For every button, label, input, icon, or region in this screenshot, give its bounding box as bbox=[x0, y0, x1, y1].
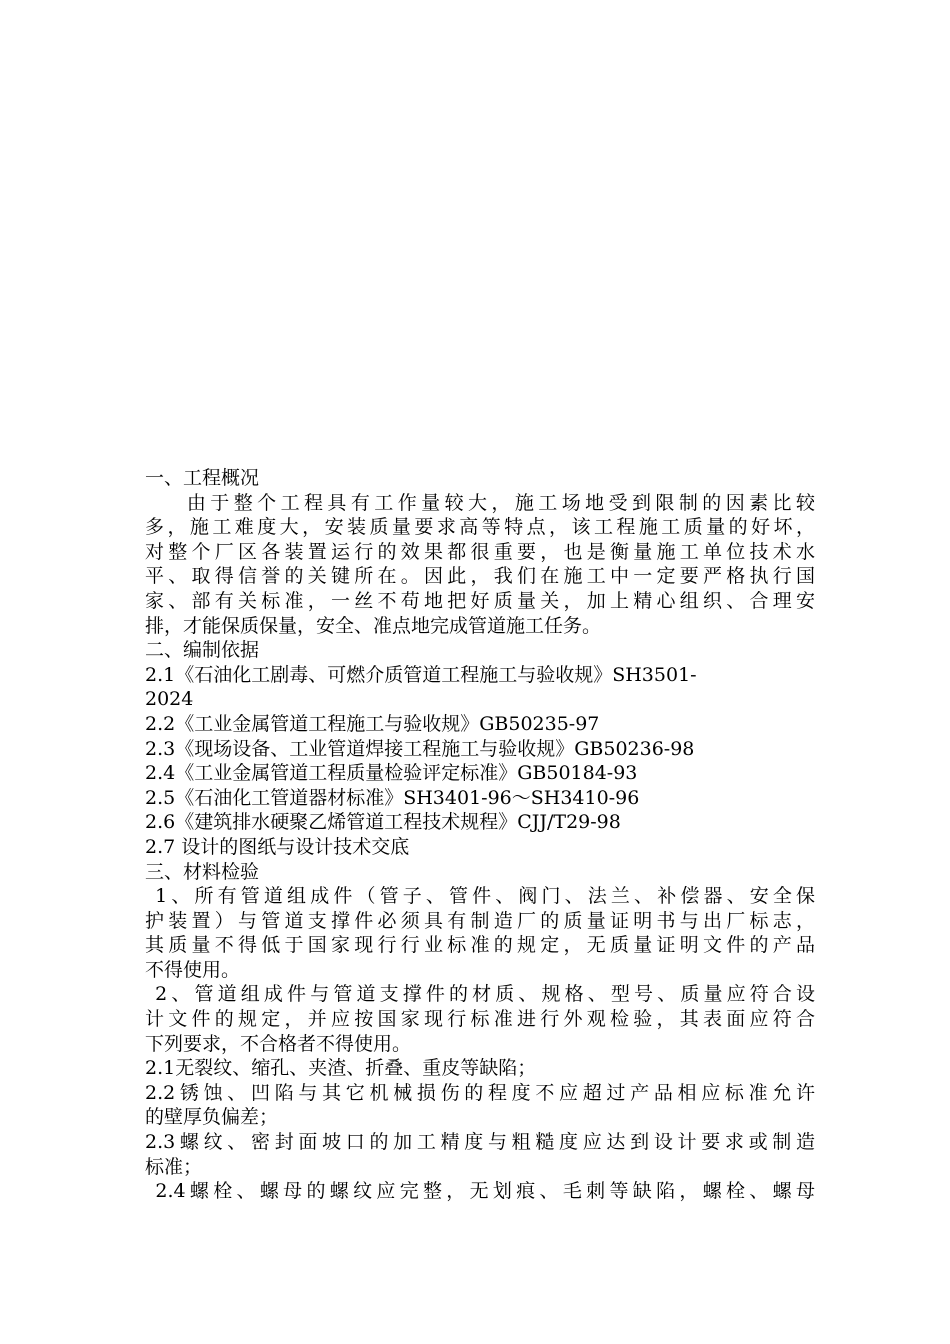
section-heading-basis: 二、编制依据 bbox=[145, 639, 260, 662]
paragraph-line: 护装置）与管道支撑件必须具有制造厂的质量证明书与出厂标志， bbox=[145, 909, 815, 932]
section-heading-materials: 三、材料检验 bbox=[145, 860, 260, 883]
paragraph-line: 2.2锈蚀、凹陷与其它机械损伤的程度不应超过产品相应标准允许 bbox=[145, 1081, 815, 1104]
paragraph-line: 平、取得信誉的关键所在。因此，我们在施工中一定要严格执行国 bbox=[145, 565, 815, 588]
paragraph-line: 2.4螺栓、螺母的螺纹应完整，无划痕、毛刺等缺陷，螺栓、螺母 bbox=[145, 1180, 815, 1203]
paragraph-line: 2.1无裂纹、缩孔、夹渣、折叠、重皮等缺陷； bbox=[145, 1057, 537, 1080]
reference-line: 2024 bbox=[145, 688, 194, 711]
paragraph-line: 2、管道组成件与管道支撑件的材质、规格、型号、质量应符合设 bbox=[145, 983, 815, 1006]
reference-line: 2.1《石油化工剧毒、可燃介质管道工程施工与验收规》SH3501- bbox=[145, 663, 697, 686]
paragraph-line: 对整个厂区各装置运行的效果都很重要，也是衡量施工单位技术水 bbox=[145, 540, 815, 563]
paragraph-line: 由于整个工程具有工作量较大，施工场地受到限制的因素比较 bbox=[145, 491, 815, 514]
paragraph-line: 下列要求，不合格者不得使用。 bbox=[145, 1032, 412, 1055]
paragraph-line: 家、部有关标准，一丝不苟地把好质量关，加上精心组织、合理安 bbox=[145, 589, 815, 612]
paragraph-line: 排，才能保质保量，安全、准点地完成管道施工任务。 bbox=[145, 614, 602, 637]
reference-line: 2.6《建筑排水硬聚乙烯管道工程技术规程》CJJ/T29-98 bbox=[145, 811, 621, 834]
paragraph-line: 1、所有管道组成件（管子、管件、阀门、法兰、补偿器、安全保 bbox=[145, 885, 815, 908]
paragraph-line: 多，施工难度大，安装质量要求高等特点，该工程施工质量的好坏， bbox=[145, 516, 815, 539]
paragraph-line: 其质量不得低于国家现行行业标准的规定，无质量证明文件的产品 bbox=[145, 934, 815, 957]
reference-line: 2.5《石油化工管道器材标准》SH3401-96～SH3410-96 bbox=[145, 786, 640, 809]
paragraph-line: 标准； bbox=[145, 1155, 203, 1178]
paragraph-line: 不得使用。 bbox=[145, 958, 241, 981]
reference-line: 2.3《现场设备、工业管道焊接工程施工与验收规》GB50236-98 bbox=[145, 737, 695, 760]
section-heading-overview: 一、工程概况 bbox=[145, 467, 260, 489]
paragraph-line: 的壁厚负偏差； bbox=[145, 1106, 279, 1129]
reference-line: 2.2《工业金属管道工程施工与验收规》GB50235-97 bbox=[145, 712, 600, 735]
document-page bbox=[145, 466, 815, 1204]
paragraph-line: 2.3螺纹、密封面坡口的加工精度与粗糙度应达到设计要求或制造 bbox=[145, 1131, 815, 1154]
reference-line: 2.4《工业金属管道工程质量检验评定标准》GB50184-93 bbox=[145, 762, 638, 785]
paragraph-line: 计文件的规定，并应按国家现行标准进行外观检验，其表面应符合 bbox=[145, 1008, 815, 1031]
reference-line: 2.7 设计的图纸与设计技术交底 bbox=[145, 835, 410, 858]
